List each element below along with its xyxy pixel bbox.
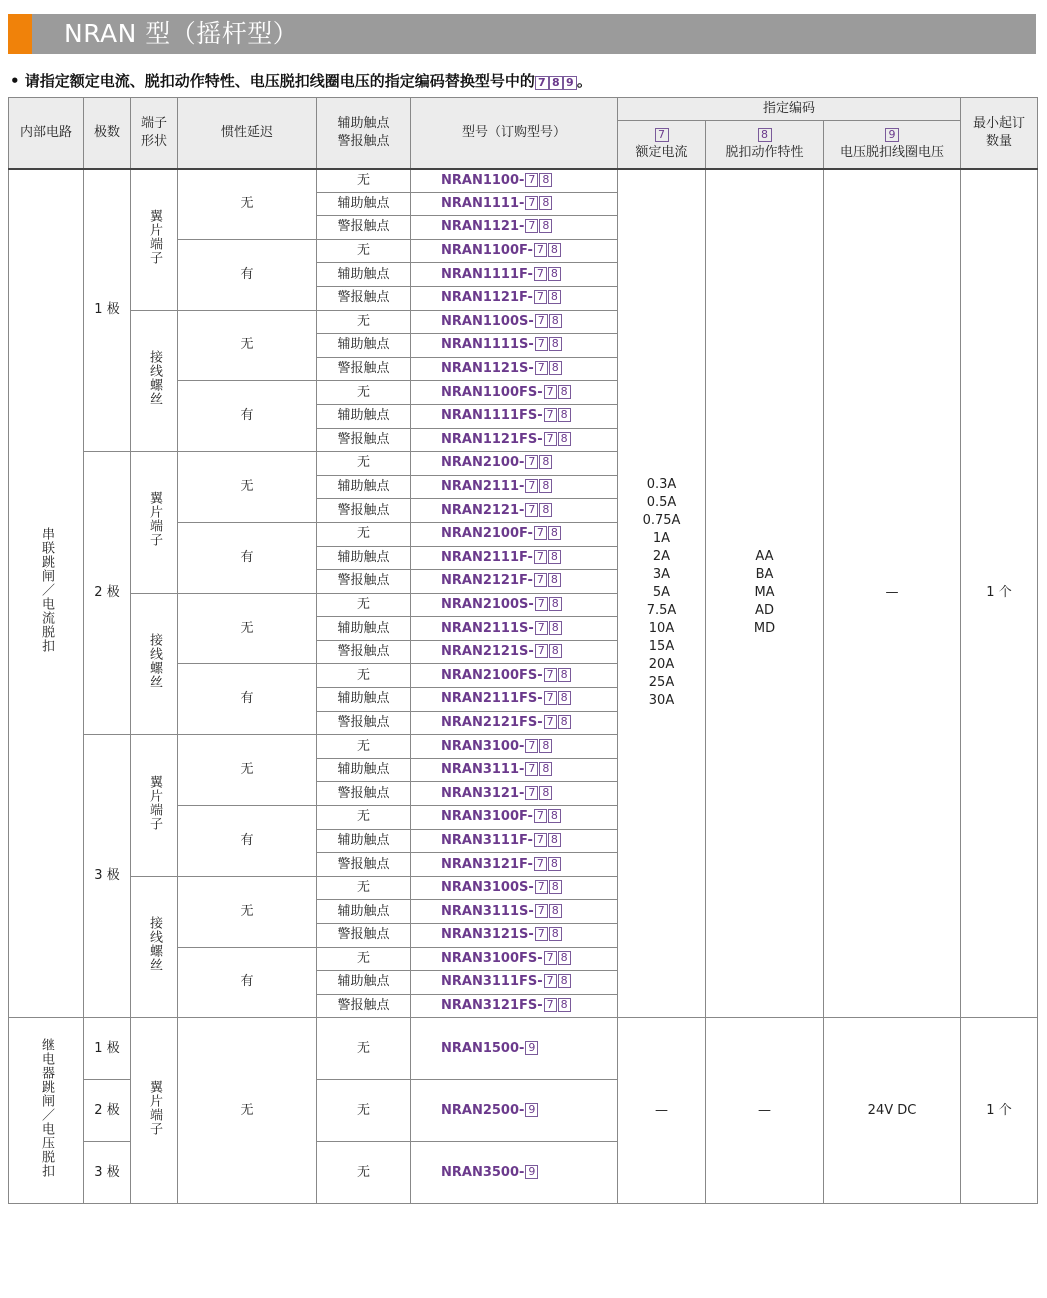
- contact-cell: 辅助触点: [317, 546, 411, 570]
- contact-cell: 无: [317, 169, 411, 193]
- contact-cell: 辅助触点: [317, 829, 411, 853]
- delay-cell: 有: [178, 522, 317, 593]
- delay-cell: 无: [178, 169, 317, 240]
- model-cell: [411, 688, 618, 712]
- contact-cell: 无: [317, 1142, 411, 1204]
- table-row: [9, 169, 1038, 193]
- contact-cell: 辅助触点: [317, 192, 411, 216]
- code8-label: 脱扣动作特性: [725, 145, 804, 161]
- model-number: NRAN3111FS-: [441, 974, 543, 990]
- code-box-8: 8: [539, 196, 552, 210]
- contact-cell: 无: [317, 1080, 411, 1142]
- code-box-7: 7: [534, 833, 547, 847]
- code-box-7: 7: [525, 503, 538, 517]
- contact-cell: 无: [317, 522, 411, 546]
- pole-cell: 1 极: [84, 1018, 131, 1080]
- contact-cell: 无: [317, 947, 411, 971]
- model-cell: [411, 357, 618, 381]
- model-cell: [411, 971, 618, 995]
- model-number: NRAN1121S-: [441, 361, 534, 377]
- model-number: NRAN2500-: [441, 1102, 525, 1118]
- code-box-7: 7: [544, 691, 557, 705]
- header-moq-text: 最小起订数量: [972, 115, 1025, 149]
- code-box-7: 7: [534, 243, 547, 257]
- model-cell: [411, 1142, 618, 1204]
- contact-cell: 警报触点: [317, 570, 411, 594]
- code-box-8: 8: [539, 455, 552, 469]
- code9-label: 电压脱扣线圈电压: [839, 145, 944, 161]
- code-box-7: 7: [534, 526, 547, 540]
- code-box-8: 8: [558, 998, 571, 1012]
- code-box-8: 8: [548, 267, 561, 281]
- model-number: NRAN2121F-: [441, 573, 533, 589]
- model-number: NRAN2100-: [441, 455, 525, 471]
- contact-cell: 无: [317, 452, 411, 476]
- model-cell: [411, 735, 618, 759]
- code-box-7: 7: [525, 762, 538, 776]
- code-box-7: 7: [535, 337, 548, 351]
- table-row: [9, 1018, 1038, 1080]
- contact-cell: 辅助触点: [317, 404, 411, 428]
- delay-cell: 有: [178, 947, 317, 1018]
- header-terminal: [131, 98, 178, 169]
- model-cell: [411, 169, 618, 193]
- code-box-8: 8: [549, 314, 562, 328]
- code-box-8: 8: [548, 290, 561, 304]
- model-number: NRAN3100S-: [441, 880, 534, 896]
- contact-cell: 辅助触点: [317, 688, 411, 712]
- code-box-7: 7: [535, 597, 548, 611]
- characteristic-list: [706, 169, 824, 1018]
- code-box-8: 8: [539, 739, 552, 753]
- contact-cell: 辅助触点: [317, 758, 411, 782]
- model-cell: [411, 782, 618, 806]
- model-cell: [411, 1080, 618, 1142]
- characteristic-option: AA: [755, 549, 774, 565]
- model-number: NRAN3111S-: [441, 903, 534, 919]
- model-number: NRAN1121FS-: [441, 431, 543, 447]
- title-accent: [8, 14, 32, 54]
- code-box-7: 7: [544, 385, 557, 399]
- contact-cell: 无: [317, 239, 411, 263]
- model-number: NRAN2111FS-: [441, 691, 543, 707]
- code-box-7: 7: [525, 173, 538, 187]
- terminal-text: 翼片端子: [147, 774, 162, 831]
- contact-cell: 警报触点: [317, 640, 411, 664]
- code-box-7: 7: [535, 904, 548, 918]
- code-box-8: 8: [539, 479, 552, 493]
- code-box-9: 9: [525, 1041, 538, 1055]
- header-spec-code: 指定编码: [618, 98, 961, 121]
- model-cell: [411, 664, 618, 688]
- code7-label: 额定电流: [635, 145, 688, 161]
- header-moq: [961, 98, 1038, 169]
- model-cell: [411, 947, 618, 971]
- model-number: NRAN2121S-: [441, 644, 534, 660]
- model-cell: [411, 216, 618, 240]
- terminal-text: 接线螺丝: [147, 632, 162, 689]
- terminal-text: 接线螺丝: [147, 349, 162, 406]
- title-bar: [8, 14, 1036, 54]
- code-box-7: 7: [544, 408, 557, 422]
- pole-cell: 3 极: [84, 735, 131, 1018]
- page-title: NRAN 型（摇杆型）: [64, 19, 299, 48]
- code-box-7: 7: [525, 219, 538, 233]
- characteristic-option: MA: [754, 585, 775, 601]
- current-option: 2A: [652, 549, 671, 565]
- code-box-8: 8: [548, 833, 561, 847]
- code-box-8: 8: [539, 173, 552, 187]
- characteristic-option: BA: [755, 567, 774, 583]
- delay-cell: 无: [178, 310, 317, 381]
- model-cell: [411, 192, 618, 216]
- model-number: NRAN2100F-: [441, 526, 533, 542]
- model-cell: [411, 570, 618, 594]
- code-box-9: 9: [525, 1103, 538, 1117]
- circuit-relay: [9, 1018, 84, 1204]
- contact-cell: 警报触点: [317, 711, 411, 735]
- model-number: NRAN3100F-: [441, 809, 533, 825]
- model-number: NRAN2100S-: [441, 596, 534, 612]
- code-box-7: 7: [535, 621, 548, 635]
- terminal-cell: [131, 169, 178, 311]
- current-option: 0.75A: [642, 513, 681, 529]
- delay-cell: 无: [178, 593, 317, 664]
- model-number: NRAN1100-: [441, 172, 525, 188]
- current-option: 30A: [648, 693, 675, 709]
- code-box-7: 7: [534, 550, 547, 564]
- current-option: 5A: [652, 585, 671, 601]
- model-cell: [411, 711, 618, 735]
- code-box-8: 8: [549, 337, 562, 351]
- delay-cell: 无: [178, 735, 317, 806]
- code9-box: 9: [885, 128, 899, 142]
- model-number: NRAN1100FS-: [441, 384, 543, 400]
- code7-box: 7: [655, 128, 669, 142]
- model-number: NRAN1100F-: [441, 243, 533, 259]
- terminal-text: 翼片端子: [147, 491, 162, 548]
- header-circuit: 内部电路: [9, 98, 84, 169]
- model-number: NRAN1111-: [441, 195, 525, 211]
- model-number: NRAN3100-: [441, 738, 525, 754]
- code-box-7: 7: [525, 786, 538, 800]
- code-box-7: 7: [544, 998, 557, 1012]
- model-cell: [411, 381, 618, 405]
- header-terminal-text: 端子形状: [140, 115, 167, 149]
- delay-cell: 有: [178, 381, 317, 452]
- code-box-8: 8: [549, 361, 562, 375]
- code-box-8: 8: [548, 526, 561, 540]
- model-cell: [411, 900, 618, 924]
- contact-cell: 警报触点: [317, 853, 411, 877]
- code-box-8: 8: [549, 904, 562, 918]
- model-cell: [411, 286, 618, 310]
- note-code-9: 9: [563, 76, 577, 90]
- code-box-7: 7: [535, 880, 548, 894]
- model-number: NRAN1111FS-: [441, 408, 543, 424]
- model-number: NRAN3121S-: [441, 927, 534, 943]
- model-number: NRAN2111-: [441, 479, 525, 495]
- code-box-8: 8: [549, 927, 562, 941]
- model-cell: [411, 499, 618, 523]
- current-option: 3A: [652, 567, 671, 583]
- circuit-relay-text: 继电器跳闸／电压脱扣: [39, 1037, 54, 1178]
- note-suffix: 。: [576, 72, 592, 90]
- note-code-7: 7: [535, 76, 549, 90]
- circuit-series: [9, 169, 84, 1018]
- current-option: 0.5A: [646, 495, 677, 511]
- model-number: NRAN3121FS-: [441, 998, 543, 1014]
- model-cell: [411, 475, 618, 499]
- code-box-7: 7: [534, 857, 547, 871]
- terminal-cell: [131, 1018, 178, 1204]
- current-option: 15A: [648, 639, 675, 655]
- code-box-7: 7: [534, 290, 547, 304]
- code8-box: 8: [758, 128, 772, 142]
- current-option: 10A: [648, 621, 675, 637]
- terminal-text: 翼片端子: [147, 208, 162, 265]
- contact-cell: 无: [317, 806, 411, 830]
- terminal-cell: [131, 310, 178, 452]
- header-poles: 极数: [84, 98, 131, 169]
- model-number: NRAN3100FS-: [441, 950, 543, 966]
- characteristic-relay: —: [706, 1018, 824, 1204]
- code-box-8: 8: [558, 691, 571, 705]
- code-box-7: 7: [534, 573, 547, 587]
- code-box-8: 8: [548, 243, 561, 257]
- contact-cell: 警报触点: [317, 994, 411, 1018]
- code-box-7: 7: [535, 314, 548, 328]
- model-number: NRAN3111-: [441, 762, 525, 778]
- contact-cell: 辅助触点: [317, 475, 411, 499]
- code-box-8: 8: [548, 857, 561, 871]
- model-number: NRAN2100FS-: [441, 667, 543, 683]
- delay-cell: 无: [178, 452, 317, 523]
- model-cell: [411, 994, 618, 1018]
- code-box-8: 8: [558, 385, 571, 399]
- model-cell: [411, 876, 618, 900]
- header-model: 型号（订购型号）: [411, 98, 618, 169]
- code-box-7: 7: [534, 267, 547, 281]
- code-box-8: 8: [558, 974, 571, 988]
- model-number: NRAN2111S-: [441, 620, 534, 636]
- header-code8: [706, 121, 824, 169]
- current-option: 7.5A: [646, 603, 677, 619]
- pole-cell: 2 极: [84, 1080, 131, 1142]
- delay-cell: 有: [178, 806, 317, 877]
- code-box-8: 8: [548, 550, 561, 564]
- model-cell: [411, 640, 618, 664]
- header-code7: [618, 121, 706, 169]
- contact-cell: 无: [317, 735, 411, 759]
- code-box-7: 7: [535, 644, 548, 658]
- model-number: NRAN1500-: [441, 1040, 525, 1056]
- code-box-8: 8: [549, 880, 562, 894]
- model-cell: [411, 263, 618, 287]
- code-box-7: 7: [544, 951, 557, 965]
- model-number: NRAN1111F-: [441, 266, 533, 282]
- current-option: 0.3A: [646, 477, 677, 493]
- code-box-7: 7: [525, 479, 538, 493]
- characteristic-option: MD: [753, 621, 776, 637]
- code-box-7: 7: [525, 196, 538, 210]
- code-box-8: 8: [548, 573, 561, 587]
- pole-cell: 1 极: [84, 169, 131, 452]
- code-box-8: 8: [539, 503, 552, 517]
- voltage-relay: 24V DC: [824, 1018, 961, 1204]
- model-cell: [411, 404, 618, 428]
- pole-cell: 2 极: [84, 452, 131, 735]
- model-cell: [411, 546, 618, 570]
- code-box-8: 8: [558, 715, 571, 729]
- code-box-8: 8: [549, 644, 562, 658]
- terminal-cell: [131, 876, 178, 1018]
- code-box-9: 9: [525, 1165, 538, 1179]
- code-box-7: 7: [525, 455, 538, 469]
- delay-cell: 无: [178, 876, 317, 947]
- model-cell: [411, 829, 618, 853]
- model-cell: [411, 334, 618, 358]
- code-box-7: 7: [544, 432, 557, 446]
- contact-cell: 警报触点: [317, 357, 411, 381]
- contact-cell: 辅助触点: [317, 900, 411, 924]
- model-cell: [411, 924, 618, 948]
- model-number: NRAN1100S-: [441, 313, 534, 329]
- contact-cell: 无: [317, 593, 411, 617]
- terminal-text: 翼片端子: [147, 1079, 162, 1136]
- model-cell: [411, 310, 618, 334]
- code-box-7: 7: [544, 668, 557, 682]
- header-delay: 惯性延迟: [178, 98, 317, 169]
- model-number: NRAN1121-: [441, 219, 525, 235]
- model-number: NRAN2121FS-: [441, 714, 543, 730]
- contact-cell: 辅助触点: [317, 971, 411, 995]
- code-box-8: 8: [549, 621, 562, 635]
- model-cell: [411, 853, 618, 877]
- header-contact-text: 辅助触点警报触点: [337, 115, 390, 149]
- model-cell: [411, 522, 618, 546]
- model-number: NRAN2121-: [441, 502, 525, 518]
- code-box-8: 8: [539, 786, 552, 800]
- moq-relay: 1 个: [961, 1018, 1038, 1204]
- code-box-8: 8: [548, 809, 561, 823]
- circuit-series-text: 串联跳闸／电流脱扣: [39, 527, 54, 654]
- model-cell: [411, 806, 618, 830]
- header-code9: [824, 121, 961, 169]
- code-box-7: 7: [544, 974, 557, 988]
- model-number: NRAN2111F-: [441, 549, 533, 565]
- contact-cell: 警报触点: [317, 286, 411, 310]
- delay-cell: 有: [178, 239, 317, 310]
- instruction-note: [10, 71, 592, 91]
- code-box-7: 7: [544, 715, 557, 729]
- code-box-8: 8: [558, 408, 571, 422]
- model-cell: [411, 1018, 618, 1080]
- contact-cell: 警报触点: [317, 428, 411, 452]
- contact-cell: 无: [317, 381, 411, 405]
- current-list: [618, 169, 706, 1018]
- contact-cell: 无: [317, 1018, 411, 1080]
- model-cell: [411, 428, 618, 452]
- code-box-7: 7: [534, 809, 547, 823]
- model-cell: [411, 239, 618, 263]
- model-cell: [411, 593, 618, 617]
- contact-cell: 辅助触点: [317, 334, 411, 358]
- model-number: NRAN3111F-: [441, 832, 533, 848]
- code-box-8: 8: [539, 762, 552, 776]
- code-box-7: 7: [535, 361, 548, 375]
- contact-cell: 警报触点: [317, 924, 411, 948]
- note-code-8: 8: [549, 76, 563, 90]
- code-box-8: 8: [558, 951, 571, 965]
- model-cell: [411, 617, 618, 641]
- terminal-cell: [131, 452, 178, 594]
- contact-cell: 警报触点: [317, 216, 411, 240]
- note-text: • 请指定额定电流、脱扣动作特性、电压脱扣线圈电压的指定编码替换型号中的: [10, 72, 535, 90]
- contact-cell: 无: [317, 310, 411, 334]
- current-relay: —: [618, 1018, 706, 1204]
- header-contact: [317, 98, 411, 169]
- current-option: 1A: [652, 531, 671, 547]
- model-number: NRAN3121-: [441, 785, 525, 801]
- delay-cell: 无: [178, 1018, 317, 1204]
- code-box-8: 8: [558, 668, 571, 682]
- contact-cell: 警报触点: [317, 499, 411, 523]
- model-cell: [411, 452, 618, 476]
- terminal-cell: [131, 735, 178, 877]
- code-box-8: 8: [549, 597, 562, 611]
- voltage-series: —: [824, 169, 961, 1018]
- code-box-8: 8: [558, 432, 571, 446]
- contact-cell: 辅助触点: [317, 617, 411, 641]
- delay-cell: 有: [178, 664, 317, 735]
- contact-cell: 警报触点: [317, 782, 411, 806]
- model-number: NRAN3121F-: [441, 856, 533, 872]
- pole-cell: 3 极: [84, 1142, 131, 1204]
- contact-cell: 辅助触点: [317, 263, 411, 287]
- model-number: NRAN1121F-: [441, 290, 533, 306]
- current-option: 25A: [648, 675, 675, 691]
- code-box-7: 7: [535, 927, 548, 941]
- terminal-cell: [131, 593, 178, 735]
- code-box-7: 7: [525, 739, 538, 753]
- moq-series: 1 个: [961, 169, 1038, 1018]
- model-number: NRAN3500-: [441, 1164, 525, 1180]
- characteristic-option: AD: [755, 603, 774, 619]
- contact-cell: 无: [317, 664, 411, 688]
- contact-cell: 无: [317, 876, 411, 900]
- model-number: NRAN1111S-: [441, 337, 534, 353]
- terminal-text: 接线螺丝: [147, 916, 162, 973]
- spec-table: [8, 97, 1038, 1204]
- model-cell: [411, 758, 618, 782]
- code-box-8: 8: [539, 219, 552, 233]
- current-option: 20A: [648, 657, 675, 673]
